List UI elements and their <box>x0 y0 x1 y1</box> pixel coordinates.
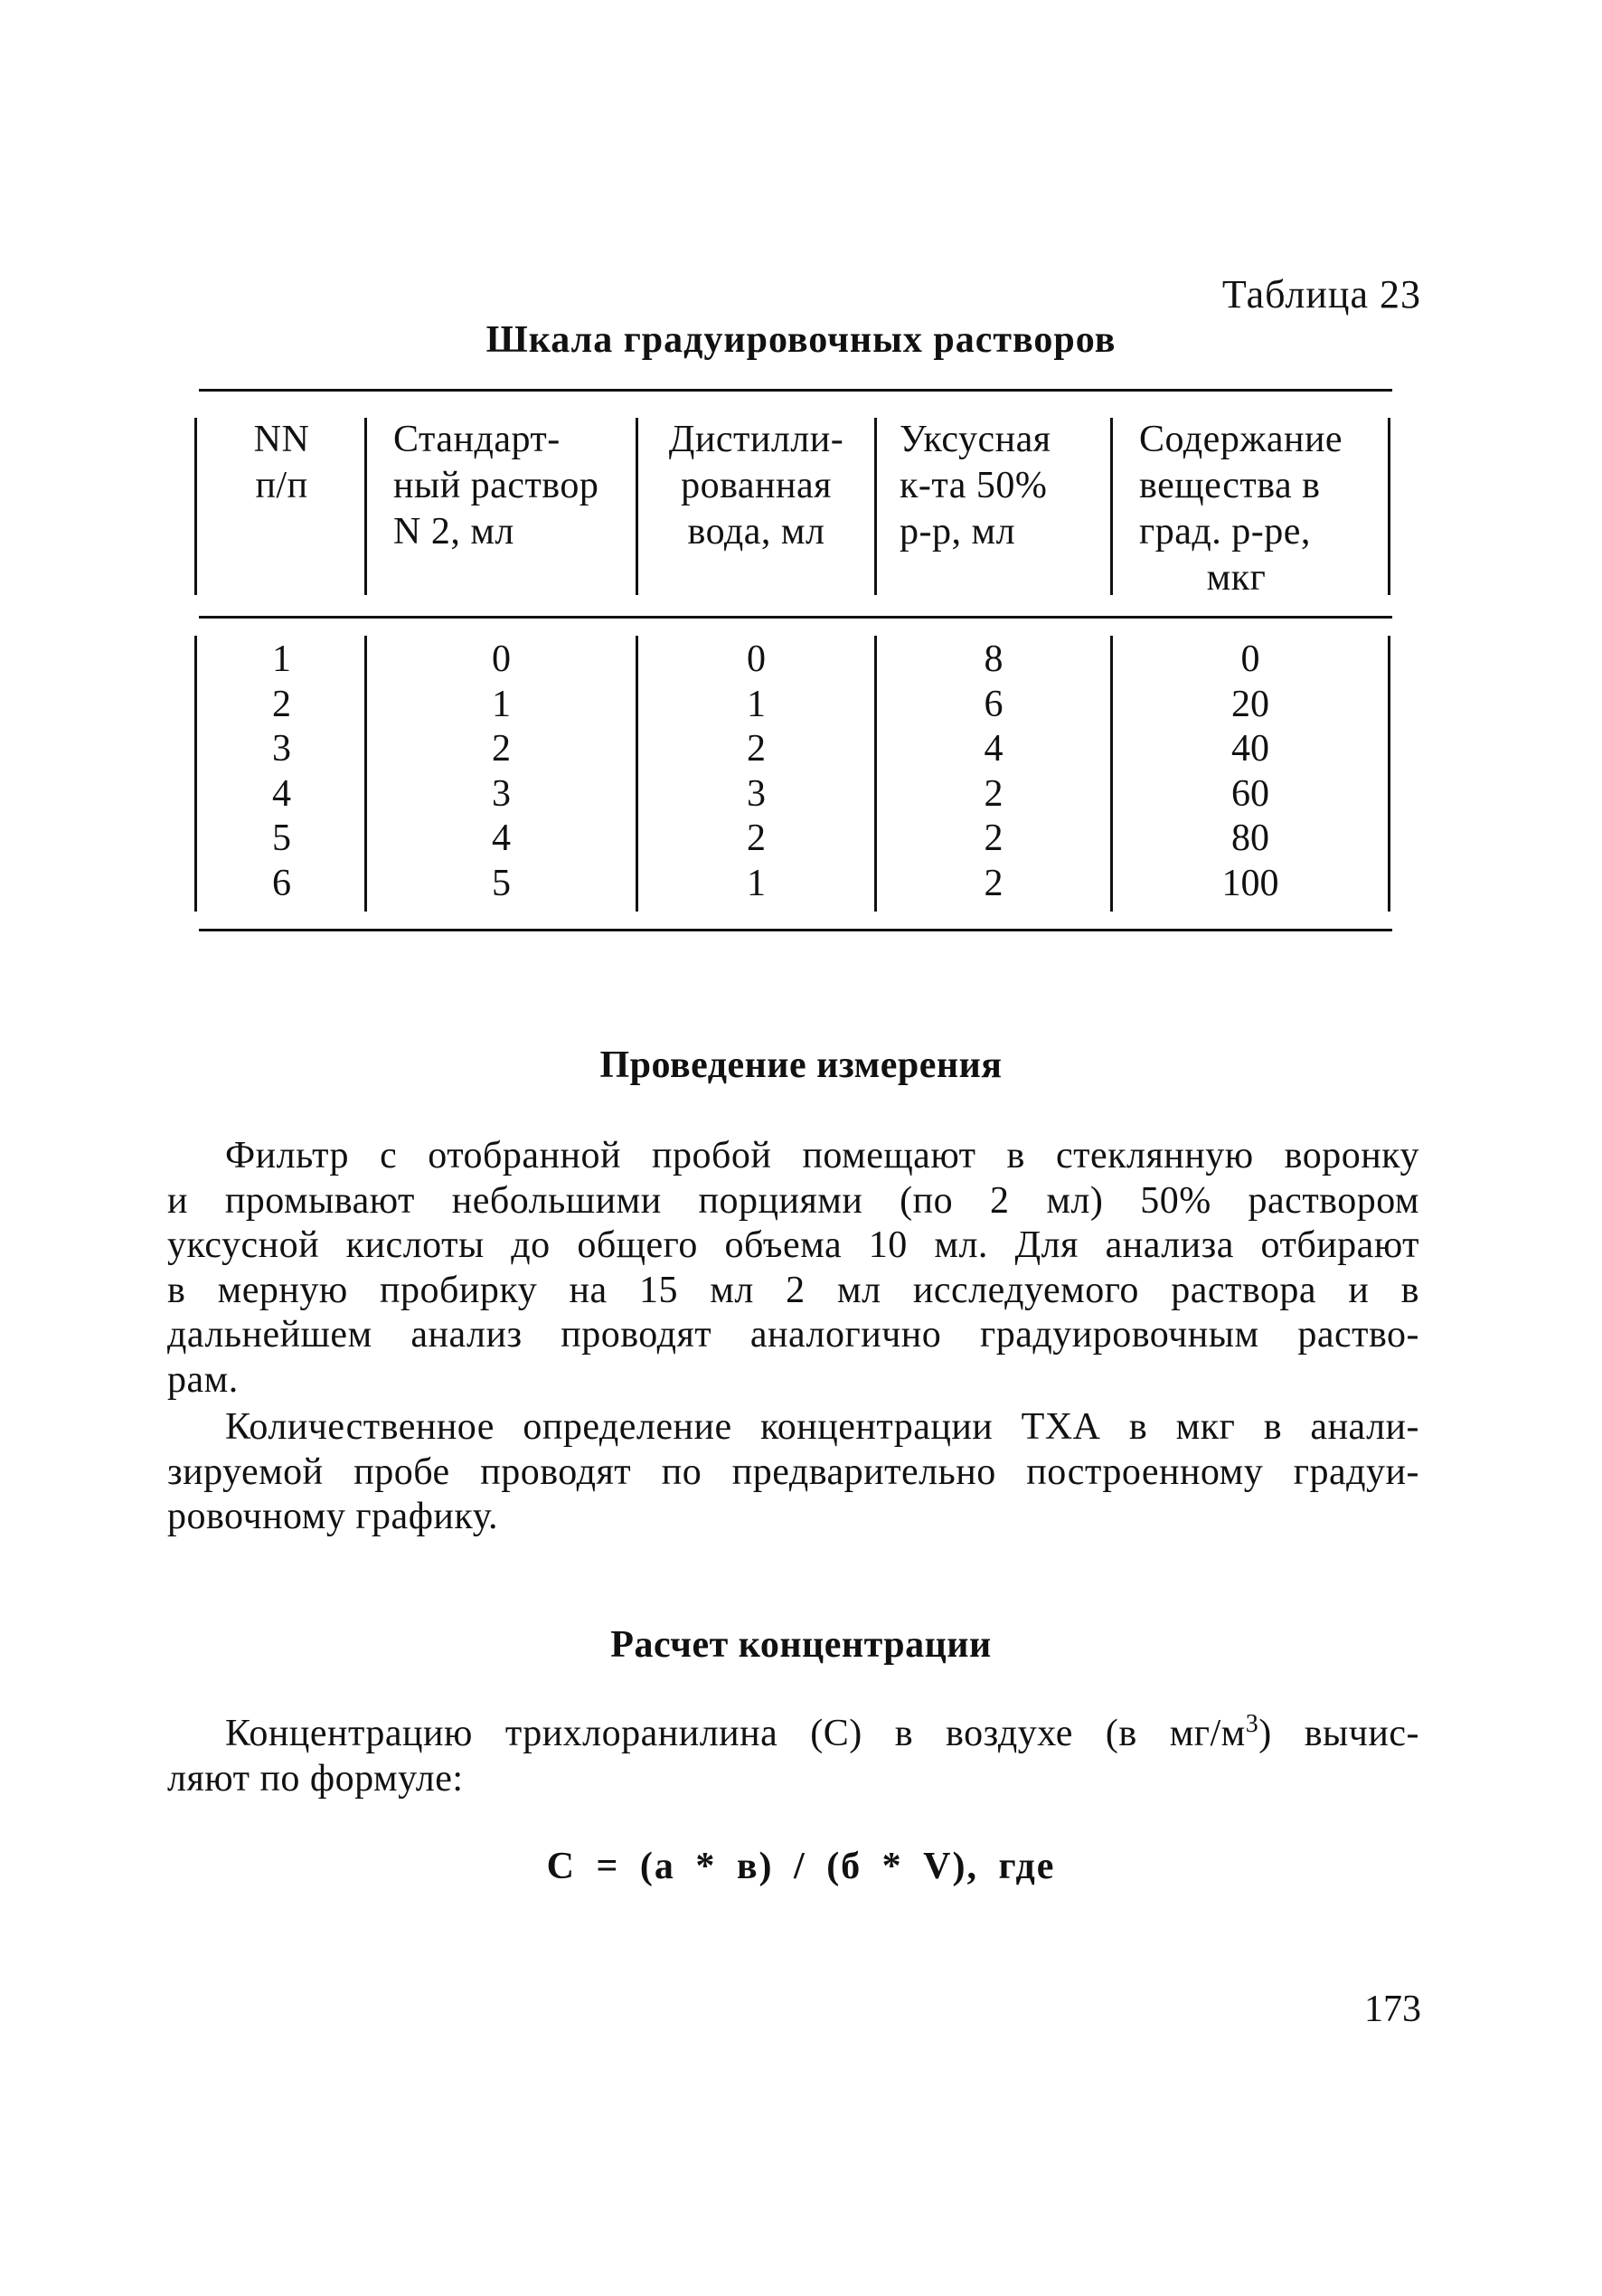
table-cell: 2 <box>747 728 766 770</box>
header-line: Содержание <box>1139 419 1343 460</box>
header-cell-distilled-water <box>638 417 874 555</box>
header-divider-1 <box>364 418 367 595</box>
table-cell: 0 <box>1240 638 1260 680</box>
text-line: ровочному графику. <box>167 1496 498 1537</box>
table-cell: 2 <box>984 772 1004 815</box>
column-acetic-acid <box>877 638 1110 906</box>
body-border-left <box>194 636 197 912</box>
header-divider-4 <box>1110 418 1113 595</box>
text-line: и промывают небольшими порциями (по 2 мл) 50% раствором <box>167 1179 1419 1222</box>
column-standard-solution <box>367 638 636 906</box>
superscript: 3 <box>1245 1710 1259 1738</box>
text-line: ляют по формуле: <box>167 1757 464 1800</box>
table-cell: 2 <box>984 862 1004 904</box>
table-cell: 60 <box>1231 772 1269 815</box>
text-line: рам. <box>167 1358 239 1401</box>
text-line: Фильтр с отобранной пробой помещают в стеклянную воронку <box>225 1135 1419 1176</box>
table-cell: 80 <box>1231 817 1269 859</box>
text-line: Количественное определение концентрации ТХА в мкг в анали- <box>225 1406 1419 1448</box>
table-cell: 5 <box>492 862 511 904</box>
table-cell: 8 <box>984 638 1004 680</box>
header-line: вещества в <box>1139 465 1321 506</box>
table-title: Шкала градуировочных растворов <box>485 319 1117 361</box>
table-cell: 2 <box>747 817 766 859</box>
table-top-rule <box>199 389 1392 392</box>
header-cell-acetic-acid <box>900 417 1110 555</box>
text-line: в мерную пробирку на 15 мл 2 мл исследуемого раствора и в <box>167 1269 1419 1311</box>
formula: С = (а * в) / (б * V), где <box>546 1846 1056 1887</box>
header-border-right <box>1388 418 1390 595</box>
table-cell: 100 <box>1221 862 1279 904</box>
table-cell: 3 <box>272 728 291 770</box>
table-number: Таблица 23 <box>1221 272 1421 317</box>
header-line: п/п <box>255 465 308 506</box>
column-substance-content <box>1113 638 1388 906</box>
header-line: град. р-ре, <box>1139 511 1311 553</box>
header-line: N 2, мл <box>393 511 514 553</box>
header-line: мкг <box>1206 557 1267 599</box>
paragraph-quantitative-determination <box>167 1405 1419 1540</box>
text-line <box>167 1712 1419 1757</box>
text-line: уксусной кислоты до общего объема 10 мл. Для анализа отбирают <box>167 1224 1419 1266</box>
column-number <box>199 638 364 906</box>
header-line: NN <box>253 419 310 460</box>
table-cell: 2 <box>492 728 511 770</box>
page-number: 173 <box>1364 1989 1421 2030</box>
header-line: рованная <box>681 465 832 506</box>
table-cell: 5 <box>272 817 291 859</box>
table-cell: 40 <box>1231 728 1269 770</box>
text-line: дальнейшем анализ проводят аналогично градуировочным раство- <box>167 1314 1419 1356</box>
header-line: Дистилли- <box>668 419 844 460</box>
table-cell: 2 <box>984 817 1004 859</box>
table-cell: 1 <box>747 862 766 904</box>
header-cell-number <box>199 417 364 509</box>
section-title-calculation: Расчет концентрации <box>610 1624 992 1666</box>
header-divider-3 <box>874 418 877 595</box>
table-cell: 0 <box>747 638 766 680</box>
section-title-measurement: Проведение измерения <box>599 1044 1003 1086</box>
header-line: ный раствор <box>393 465 599 506</box>
text-fragment: Концентрацию трихлоранилина (С) в воздухе (в мг/м <box>225 1713 1246 1754</box>
table-cell: 6 <box>272 862 291 904</box>
header-cell-standard-solution <box>393 417 636 555</box>
table-cell: 3 <box>747 772 766 815</box>
table-cell: 4 <box>984 728 1004 770</box>
table-cell: 20 <box>1231 683 1269 725</box>
header-line: Стандарт- <box>393 419 561 460</box>
header-line: вода, мл <box>687 511 825 553</box>
table-bottom-rule <box>199 929 1392 931</box>
table-cell: 0 <box>492 638 511 680</box>
body-border-right <box>1388 636 1390 912</box>
table-cell: 2 <box>272 683 291 725</box>
header-cell-substance-content <box>1139 417 1388 601</box>
paragraph-measurement-procedure <box>167 1134 1419 1403</box>
table-cell: 4 <box>492 817 511 859</box>
table-cell: 1 <box>747 683 766 725</box>
table-cell: 1 <box>492 683 511 725</box>
table-cell: 1 <box>272 638 291 680</box>
table-cell: 6 <box>984 683 1004 725</box>
header-border-left <box>194 418 197 595</box>
text-fragment: ) вычис- <box>1258 1713 1420 1754</box>
paragraph-calculation <box>167 1712 1419 1801</box>
header-line: р-р, мл <box>900 511 1016 553</box>
column-distilled-water <box>638 638 874 906</box>
text-line: зируемой пробе проводят по предварительно построенному градуи- <box>167 1450 1419 1493</box>
header-line: к-та 50% <box>900 465 1048 506</box>
table-cell: 4 <box>272 772 291 815</box>
table-cell: 3 <box>492 772 511 815</box>
table-header-rule <box>199 616 1392 619</box>
header-line: Уксусная <box>900 419 1051 460</box>
